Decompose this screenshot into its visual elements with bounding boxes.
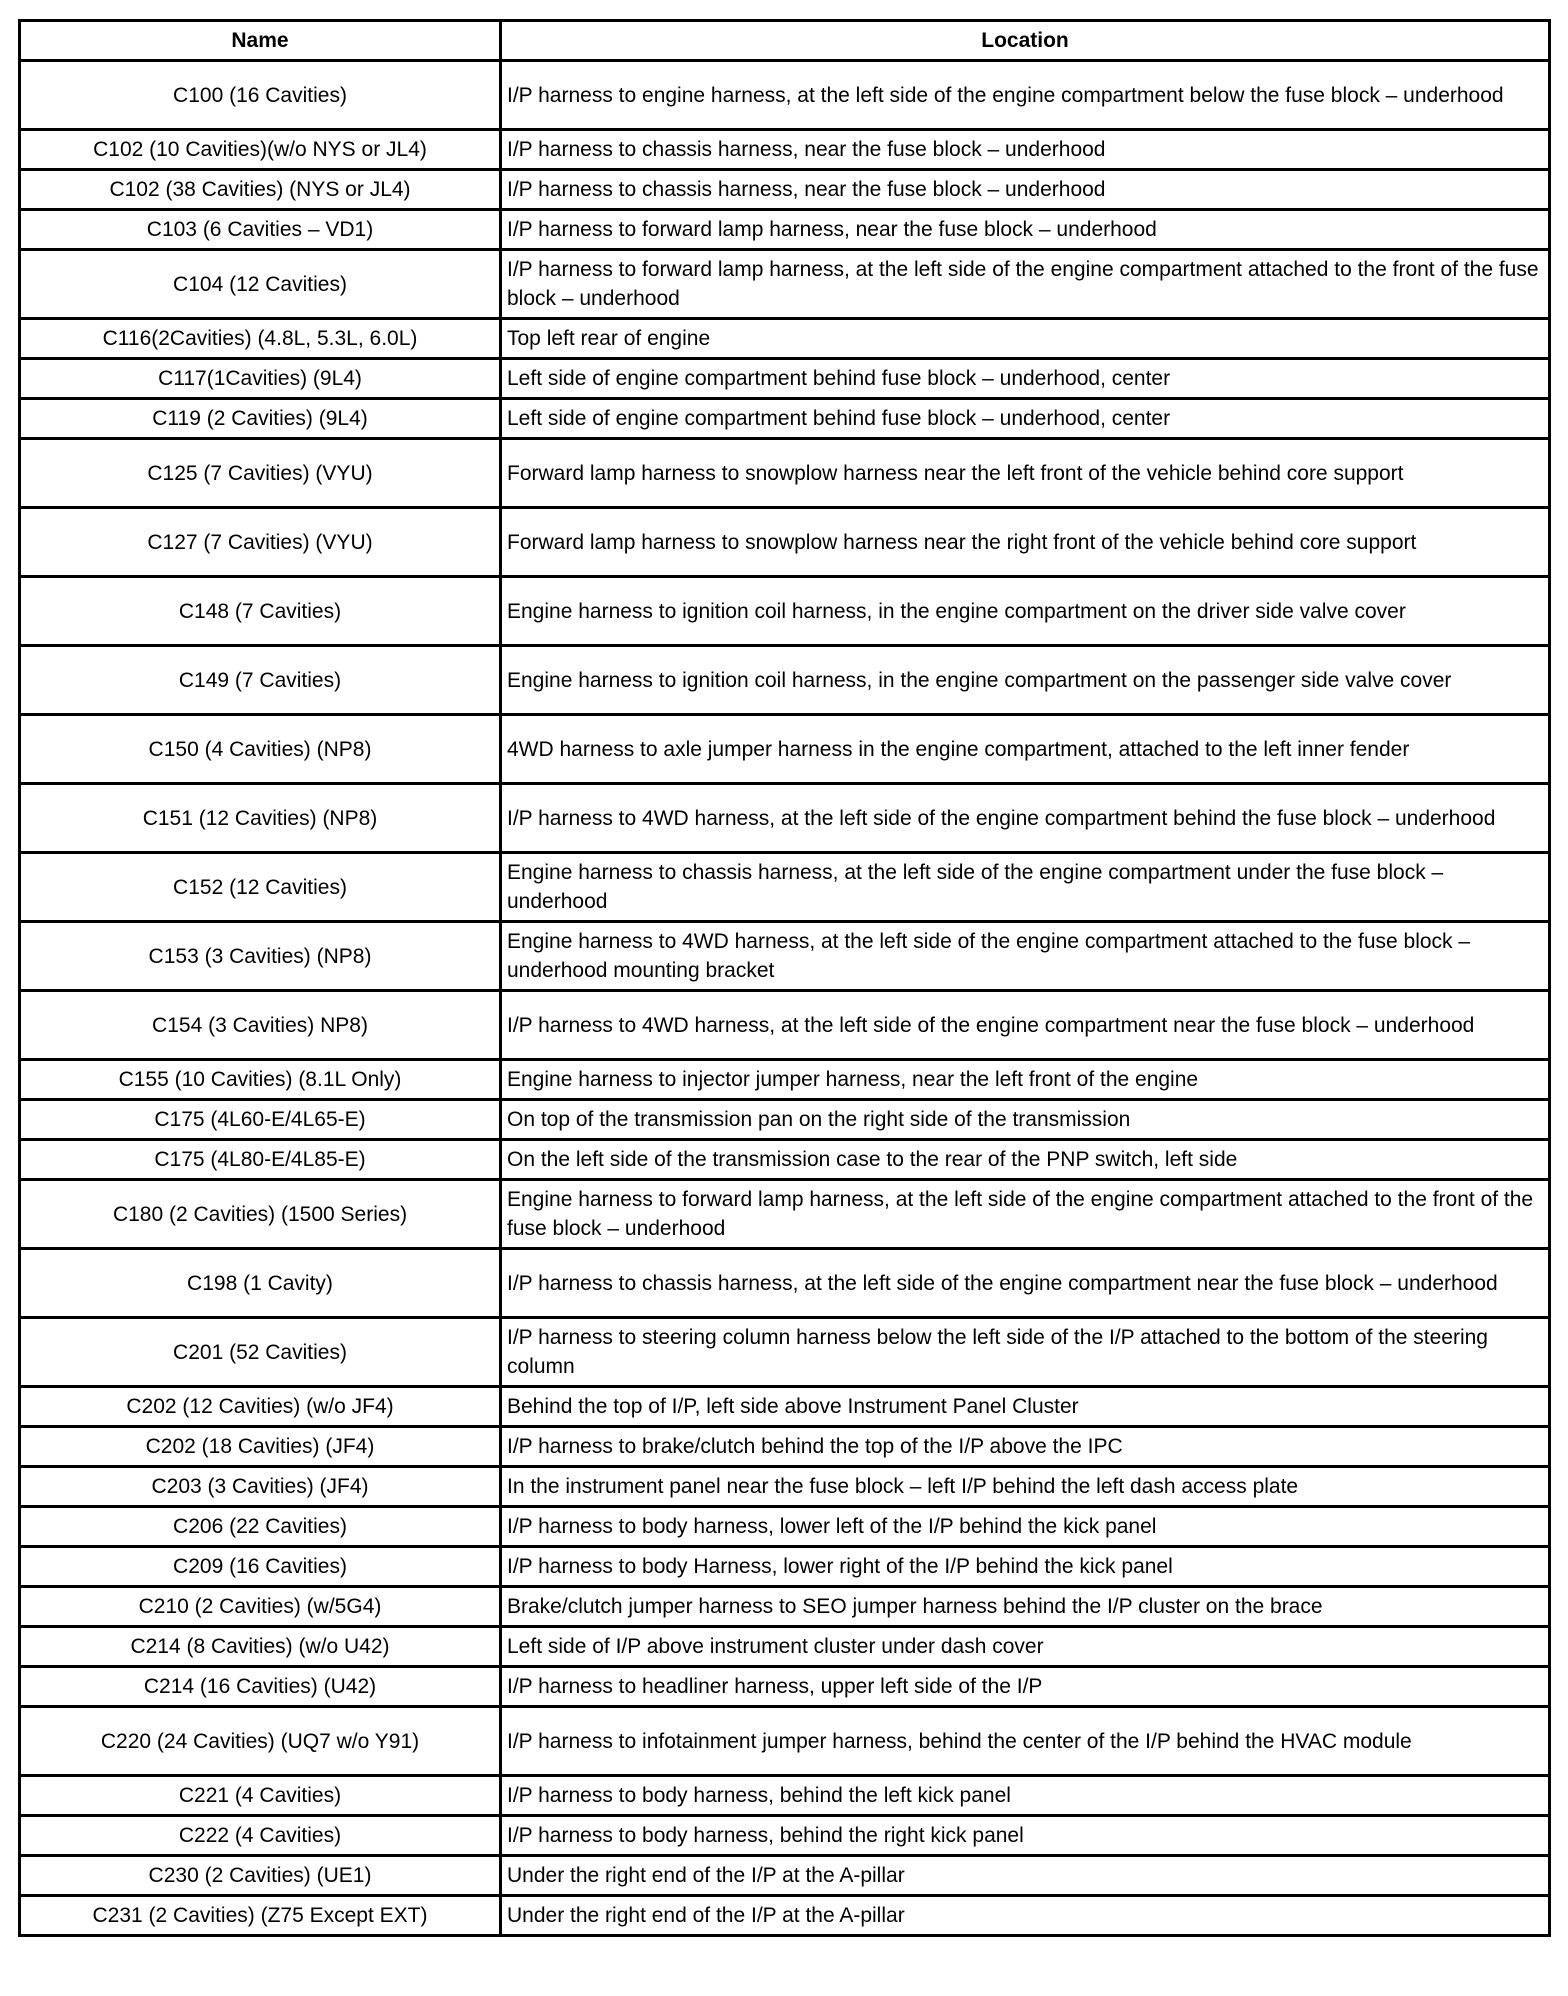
connector-location-cell: Forward lamp harness to snowplow harness near the left front of the vehicle behind core support xyxy=(501,439,1550,508)
connector-name-cell: C203 (3 Cavities) (JF4) xyxy=(20,1467,501,1507)
connector-name-cell: C100 (16 Cavities) xyxy=(20,61,501,130)
table-row xyxy=(20,1896,1550,1936)
connector-location-cell: I/P harness to engine harness, at the left side of the engine compartment below the fuse block – underhood xyxy=(501,61,1550,130)
connector-location-table xyxy=(18,19,1551,1937)
connector-location-cell: I/P harness to forward lamp harness, at the left side of the engine compartment attached to the front of the fuse block – underhood xyxy=(501,250,1550,319)
connector-location-cell: I/P harness to body harness, behind the right kick panel xyxy=(501,1816,1550,1856)
table-row xyxy=(20,439,1550,508)
connector-location-cell: Engine harness to chassis harness, at the left side of the engine compartment under the fuse block – underhood xyxy=(501,853,1550,922)
connector-location-cell: Under the right end of the I/P at the A-pillar xyxy=(501,1856,1550,1896)
connector-name-cell: C230 (2 Cavities) (UE1) xyxy=(20,1856,501,1896)
connector-name-cell: C214 (16 Cavities) (U42) xyxy=(20,1667,501,1707)
connector-name-cell: C127 (7 Cavities) (VYU) xyxy=(20,508,501,577)
connector-name-cell: C119 (2 Cavities) (9L4) xyxy=(20,399,501,439)
table-row xyxy=(20,1467,1550,1507)
connector-name-cell: C152 (12 Cavities) xyxy=(20,853,501,922)
connector-name-cell: C150 (4 Cavities) (NP8) xyxy=(20,715,501,784)
connector-location-cell: I/P harness to steering column harness below the left side of the I/P attached to the bottom of the steering column xyxy=(501,1318,1550,1387)
table-row xyxy=(20,991,1550,1060)
table-row xyxy=(20,1507,1550,1547)
connector-name-cell: C222 (4 Cavities) xyxy=(20,1816,501,1856)
table-row xyxy=(20,1547,1550,1587)
connector-location-cell: Brake/clutch jumper harness to SEO jumper harness behind the I/P cluster on the brace xyxy=(501,1587,1550,1627)
connector-name-cell: C153 (3 Cavities) (NP8) xyxy=(20,922,501,991)
table-row xyxy=(20,1587,1550,1627)
connector-location-cell: I/P harness to body harness, lower left of the I/P behind the kick panel xyxy=(501,1507,1550,1547)
connector-location-cell: Left side of engine compartment behind fuse block – underhood, center xyxy=(501,399,1550,439)
connector-location-cell: I/P harness to body harness, behind the left kick panel xyxy=(501,1776,1550,1816)
connector-location-cell: I/P harness to 4WD harness, at the left side of the engine compartment near the fuse block – underhood xyxy=(501,991,1550,1060)
table-row xyxy=(20,577,1550,646)
table-row xyxy=(20,210,1550,250)
connector-location-cell: Behind the top of I/P, left side above Instrument Panel Cluster xyxy=(501,1387,1550,1427)
connector-name-cell: C202 (12 Cavities) (w/o JF4) xyxy=(20,1387,501,1427)
table-row xyxy=(20,646,1550,715)
table-row xyxy=(20,1667,1550,1707)
table-row xyxy=(20,359,1550,399)
connector-name-cell: C206 (22 Cavities) xyxy=(20,1507,501,1547)
connector-name-cell: C155 (10 Cavities) (8.1L Only) xyxy=(20,1060,501,1100)
connector-location-cell: Engine harness to 4WD harness, at the left side of the engine compartment attached to the fuse block – underhood mounting bracket xyxy=(501,922,1550,991)
connector-location-cell: Engine harness to forward lamp harness, at the left side of the engine compartment attached to the front of the fuse block – underhood xyxy=(501,1180,1550,1249)
connector-name-cell: C220 (24 Cavities) (UQ7 w/o Y91) xyxy=(20,1707,501,1776)
connector-location-cell: Engine harness to ignition coil harness, in the engine compartment on the driver side valve cover xyxy=(501,577,1550,646)
connector-location-cell: I/P harness to headliner harness, upper left side of the I/P xyxy=(501,1667,1550,1707)
connector-name-cell: C201 (52 Cavities) xyxy=(20,1318,501,1387)
connector-name-cell: C148 (7 Cavities) xyxy=(20,577,501,646)
column-header-name: Name xyxy=(20,21,501,61)
connector-location-cell: I/P harness to forward lamp harness, near the fuse block – underhood xyxy=(501,210,1550,250)
connector-name-cell: C102 (10 Cavities)(w/o NYS or JL4) xyxy=(20,130,501,170)
connector-location-cell: Under the right end of the I/P at the A-pillar xyxy=(501,1896,1550,1936)
connector-location-cell: In the instrument panel near the fuse block – left I/P behind the left dash access plate xyxy=(501,1467,1550,1507)
connector-name-cell: C154 (3 Cavities) NP8) xyxy=(20,991,501,1060)
table-row xyxy=(20,1140,1550,1180)
connector-location-cell: Top left rear of engine xyxy=(501,319,1550,359)
table-row xyxy=(20,1707,1550,1776)
table-row xyxy=(20,1060,1550,1100)
connector-location-cell: Forward lamp harness to snowplow harness near the right front of the vehicle behind core support xyxy=(501,508,1550,577)
connector-name-cell: C209 (16 Cavities) xyxy=(20,1547,501,1587)
table-row xyxy=(20,130,1550,170)
connector-location-cell: I/P harness to chassis harness, near the fuse block – underhood xyxy=(501,170,1550,210)
connector-name-cell: C103 (6 Cavities – VD1) xyxy=(20,210,501,250)
connector-location-cell: Engine harness to injector jumper harness, near the left front of the engine xyxy=(501,1060,1550,1100)
connector-name-cell: C221 (4 Cavities) xyxy=(20,1776,501,1816)
table-row xyxy=(20,853,1550,922)
table-row xyxy=(20,1387,1550,1427)
connector-location-cell: Left side of I/P above instrument cluster under dash cover xyxy=(501,1627,1550,1667)
connector-name-cell: C149 (7 Cavities) xyxy=(20,646,501,715)
connector-location-cell: 4WD harness to axle jumper harness in the engine compartment, attached to the left inner fender xyxy=(501,715,1550,784)
connector-location-cell: I/P harness to chassis harness, at the left side of the engine compartment near the fuse block – underhood xyxy=(501,1249,1550,1318)
table-row xyxy=(20,922,1550,991)
table-row xyxy=(20,1249,1550,1318)
connector-name-cell: C210 (2 Cavities) (w/5G4) xyxy=(20,1587,501,1627)
connector-name-cell: C175 (4L80-E/4L85-E) xyxy=(20,1140,501,1180)
table-row xyxy=(20,508,1550,577)
connector-name-cell: C175 (4L60-E/4L65-E) xyxy=(20,1100,501,1140)
connector-name-cell: C104 (12 Cavities) xyxy=(20,250,501,319)
table-row xyxy=(20,319,1550,359)
table-row xyxy=(20,61,1550,130)
connector-location-cell: On top of the transmission pan on the right side of the transmission xyxy=(501,1100,1550,1140)
table-row xyxy=(20,1100,1550,1140)
connector-location-cell: I/P harness to brake/clutch behind the top of the I/P above the IPC xyxy=(501,1427,1550,1467)
connector-name-cell: C116(2Cavities) (4.8L, 5.3L, 6.0L) xyxy=(20,319,501,359)
table-body xyxy=(20,61,1550,1936)
table-row xyxy=(20,715,1550,784)
table-row xyxy=(20,1816,1550,1856)
table-row xyxy=(20,1427,1550,1467)
connector-name-cell: C202 (18 Cavities) (JF4) xyxy=(20,1427,501,1467)
connector-location-cell: Engine harness to ignition coil harness, in the engine compartment on the passenger side valve cover xyxy=(501,646,1550,715)
table-row xyxy=(20,1318,1550,1387)
table-row xyxy=(20,1180,1550,1249)
connector-location-cell: I/P harness to chassis harness, near the fuse block – underhood xyxy=(501,130,1550,170)
connector-name-cell: C125 (7 Cavities) (VYU) xyxy=(20,439,501,508)
table-row xyxy=(20,1776,1550,1816)
connector-location-cell: I/P harness to body Harness, lower right of the I/P behind the kick panel xyxy=(501,1547,1550,1587)
table-row xyxy=(20,250,1550,319)
table-row xyxy=(20,784,1550,853)
column-header-location: Location xyxy=(501,21,1550,61)
table-row xyxy=(20,170,1550,210)
connector-location-cell: On the left side of the transmission case to the rear of the PNP switch, left side xyxy=(501,1140,1550,1180)
connector-name-cell: C180 (2 Cavities) (1500 Series) xyxy=(20,1180,501,1249)
header-row xyxy=(20,21,1550,61)
connector-location-cell: Left side of engine compartment behind fuse block – underhood, center xyxy=(501,359,1550,399)
connector-name-cell: C117(1Cavities) (9L4) xyxy=(20,359,501,399)
connector-location-cell: I/P harness to 4WD harness, at the left side of the engine compartment behind the fuse block – underhood xyxy=(501,784,1550,853)
connector-name-cell: C214 (8 Cavities) (w/o U42) xyxy=(20,1627,501,1667)
table-row xyxy=(20,399,1550,439)
table-row xyxy=(20,1856,1550,1896)
table-row xyxy=(20,1627,1550,1667)
connector-name-cell: C102 (38 Cavities) (NYS or JL4) xyxy=(20,170,501,210)
connector-location-cell: I/P harness to infotainment jumper harness, behind the center of the I/P behind the HVAC module xyxy=(501,1707,1550,1776)
connector-name-cell: C198 (1 Cavity) xyxy=(20,1249,501,1318)
connector-name-cell: C231 (2 Cavities) (Z75 Except EXT) xyxy=(20,1896,501,1936)
connector-name-cell: C151 (12 Cavities) (NP8) xyxy=(20,784,501,853)
